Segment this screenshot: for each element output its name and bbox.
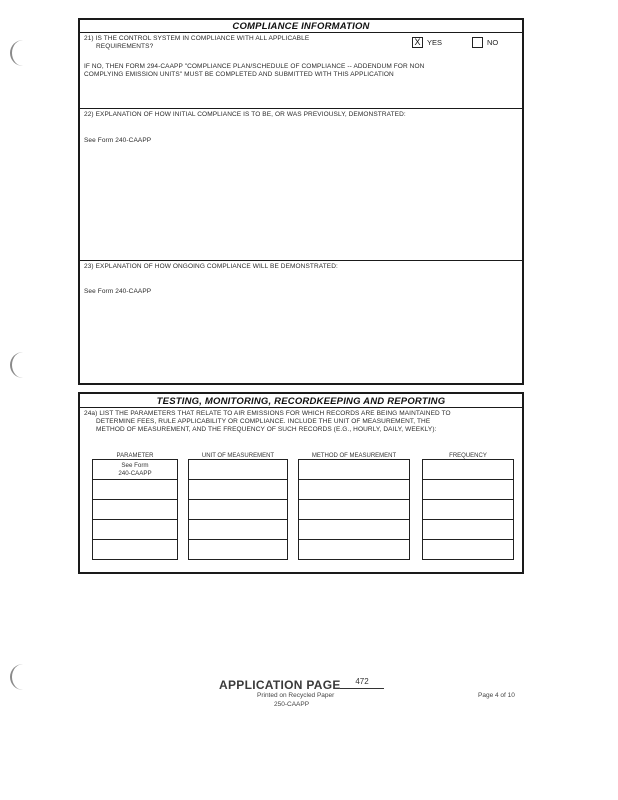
no-label: NO	[487, 38, 499, 47]
divider-q22-q23	[80, 260, 522, 261]
table-cell-frequency-1[interactable]	[422, 459, 514, 480]
col-header-frequency: FREQUENCY	[449, 453, 487, 459]
first-cell-line2: 240-CAAPP	[118, 470, 152, 477]
yes-label: YES	[427, 38, 443, 47]
binder-hole-bottom	[10, 664, 26, 690]
form-id: 250-CAAPP	[274, 701, 310, 708]
title-rule	[80, 32, 522, 33]
table-cell-parameter-5[interactable]	[92, 539, 178, 560]
page-number-underline	[340, 688, 384, 689]
table-cell-method-4[interactable]	[298, 519, 410, 540]
table-cell-frequency-4[interactable]	[422, 519, 514, 540]
table-cell-frequency-2[interactable]	[422, 479, 514, 500]
first-cell-line1: See Form	[121, 462, 149, 469]
table-cell-frequency-3[interactable]	[422, 499, 514, 520]
col-header-unit: UNIT OF MEASUREMENT	[201, 453, 275, 459]
table-cell-parameter-4[interactable]	[92, 519, 178, 540]
table-cell-unit-1[interactable]	[188, 459, 288, 480]
q22-answer[interactable]: See Form 240-CAAPP	[84, 137, 152, 144]
table-cell-unit-2[interactable]	[188, 479, 288, 500]
divider-q21-q22	[80, 108, 522, 109]
if-no-text-line1: IF NO, THEN FORM 294-CAAPP "COMPLIANCE PLAN/SCHEDULE OF COMPLIANCE -- ADDENDUM FOR NON	[84, 63, 425, 70]
if-no-text-line2: COMPLYING EMISSION UNITS" MUST BE COMPLETED AND SUBMITTED WITH THIS APPLICATION	[84, 71, 394, 78]
no-checkbox[interactable]	[472, 37, 483, 48]
compliance-title: COMPLIANCE INFORMATION	[232, 21, 370, 32]
binder-hole-middle	[10, 352, 26, 378]
q23-text: 23) EXPLANATION OF HOW ONGOING COMPLIANCE WILL BE DEMONSTRATED:	[84, 263, 338, 270]
printed-on-recycled: Printed on Recycled Paper	[257, 692, 335, 699]
col-header-parameter: PARAMETER	[116, 453, 154, 459]
application-page-number: 472	[355, 677, 369, 686]
table-cell-method-1[interactable]	[298, 459, 410, 480]
q24-text-line1: 24a) LIST THE PARAMETERS THAT RELATE TO AIR EMISSIONS FOR WHICH RECORDS ARE BEING MAINTAINED TO	[84, 410, 451, 417]
table-cell-unit-3[interactable]	[188, 499, 288, 520]
table-cell-parameter-1[interactable]	[92, 459, 178, 480]
col-header-method: METHOD OF MEASUREMENT	[311, 453, 397, 459]
q23-answer[interactable]: See Form 240-CAAPP	[84, 288, 152, 295]
yes-checkbox[interactable]: X	[412, 37, 423, 48]
q24-text-line3: METHOD OF MEASUREMENT, AND THE FREQUENCY OF SUCH RECORDS (E.G., HOURLY, DAILY, WEEKLY):	[96, 426, 437, 433]
testing-section	[78, 392, 524, 574]
page-of-total: Page 4 of 10	[478, 692, 515, 699]
table-cell-method-2[interactable]	[298, 479, 410, 500]
table-cell-frequency-5[interactable]	[422, 539, 514, 560]
table-cell-parameter-2[interactable]	[92, 479, 178, 500]
binder-hole-top	[10, 40, 26, 66]
compliance-section	[78, 18, 524, 385]
testing-title: TESTING, MONITORING, RECORDKEEPING AND REPORTING	[156, 396, 446, 407]
table-cell-parameter-3[interactable]	[92, 499, 178, 520]
q21-text-line2: REQUIREMENTS?	[96, 43, 154, 50]
table-cell-method-3[interactable]	[298, 499, 410, 520]
q21-text-line1: 21) IS THE CONTROL SYSTEM IN COMPLIANCE WITH ALL APPLICABLE	[84, 35, 310, 42]
table-cell-unit-4[interactable]	[188, 519, 288, 540]
table-cell-method-5[interactable]	[298, 539, 410, 560]
q24-text-line2: DETERMINE FEES, RULE APPLICABILITY OR COMPLIANCE. INCLUDE THE UNIT OF MEASUREMENT, THE	[96, 418, 431, 425]
table-cell-unit-5[interactable]	[188, 539, 288, 560]
testing-title-rule	[80, 407, 522, 408]
q22-text: 22) EXPLANATION OF HOW INITIAL COMPLIANCE IS TO BE, OR WAS PREVIOUSLY, DEMONSTRATED:	[84, 111, 406, 118]
application-page-label: APPLICATION PAGE	[219, 678, 341, 692]
